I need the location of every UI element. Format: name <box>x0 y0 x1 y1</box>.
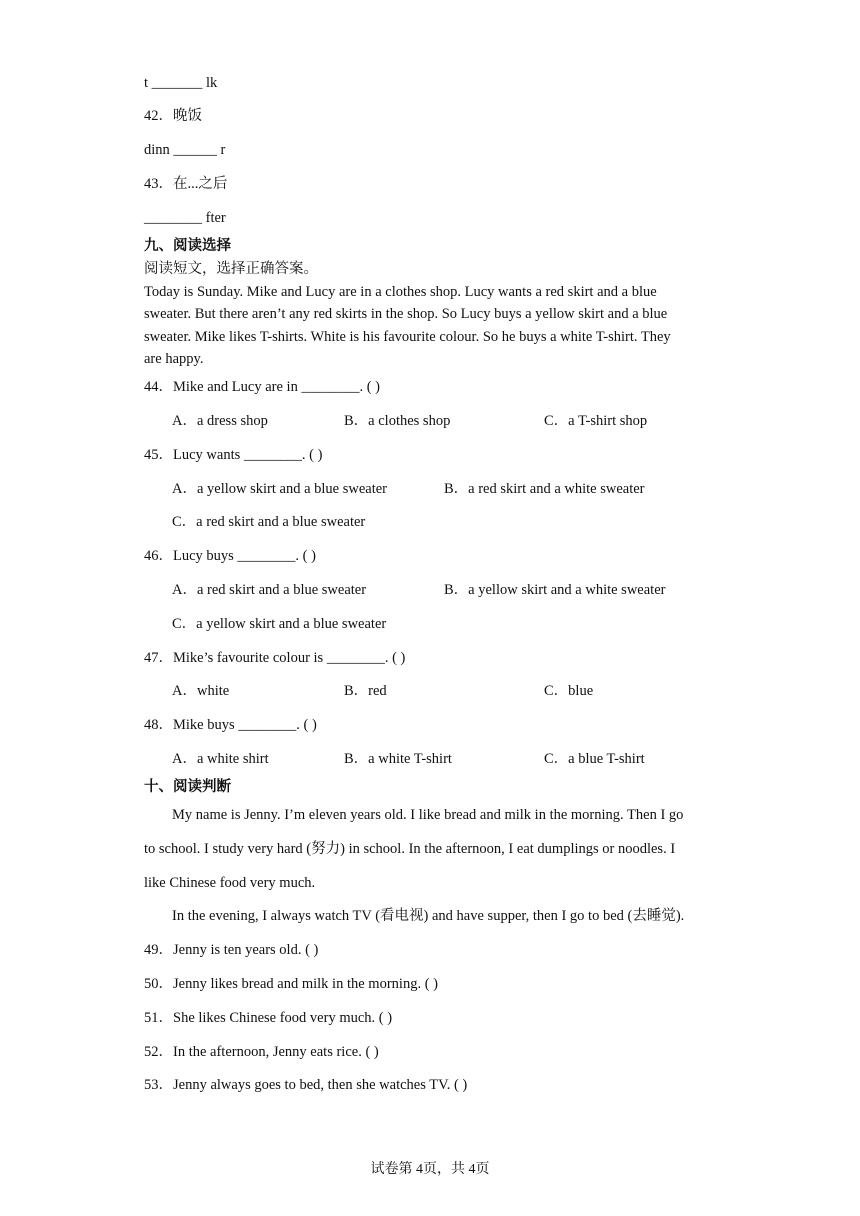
question-45: 45．Lucy wants ________. ( ) <box>144 447 323 463</box>
fill-answer-line: t _______ lk <box>144 75 218 91</box>
option-a[interactable]: A．a yellow skirt and a blue sweater <box>172 481 388 497</box>
fill-answer-line: dinn ______ r <box>144 142 226 158</box>
passage-line: are happy. <box>144 351 204 367</box>
passage-line: sweater. Mike likes T-shirts. White is his favourite colour. So he buys a white T-shirt. They <box>144 329 671 345</box>
statement-53: 53．Jenny always goes to bed, then she watches TV. ( ) <box>144 1077 468 1093</box>
passage-line: sweater. But there aren’t any red skirts in the shop. So Lucy buys a yellow skirt and a blue <box>144 306 668 322</box>
page-footer: 试卷第 4页，共 4页 <box>370 1162 490 1177</box>
option-c[interactable]: C．a red skirt and a blue sweater <box>172 514 366 530</box>
option-a[interactable]: A．a red skirt and a blue sweater <box>172 582 367 598</box>
option-b[interactable]: B．a clothes shop <box>344 413 451 429</box>
option-a[interactable]: A．white <box>172 683 230 699</box>
passage-line: My name is Jenny. I’m eleven years old. I like bread and milk in the morning. Then I go <box>172 807 684 823</box>
statement-51: 51．She likes Chinese food very much. ( ) <box>144 1010 393 1026</box>
option-c[interactable]: C．a T-shirt shop <box>544 413 648 429</box>
question-42: 42．晚饭 <box>144 108 202 124</box>
question-46: 46．Lucy buys ________. ( ) <box>144 548 316 564</box>
question-44: 44．Mike and Lucy are in ________. ( ) <box>144 379 380 395</box>
statement-52: 52．In the afternoon, Jenny eats rice. ( ) <box>144 1044 379 1060</box>
option-b[interactable]: B．a yellow skirt and a white sweater <box>444 582 666 598</box>
question-43: 43．在...之后 <box>144 176 228 192</box>
option-c[interactable]: C．a yellow skirt and a blue sweater <box>172 616 387 632</box>
section-title: 九、阅读选择 <box>144 238 231 254</box>
option-c[interactable]: C．blue <box>544 683 594 699</box>
section-title: 十、阅读判断 <box>144 779 231 795</box>
option-c[interactable]: C．a blue T-shirt <box>544 751 645 767</box>
option-a[interactable]: A．a dress shop <box>172 413 268 429</box>
passage-line: Today is Sunday. Mike and Lucy are in a clothes shop. Lucy wants a red skirt and a blue <box>144 284 657 300</box>
passage-line: to school. I study very hard (努力) in school. In the afternoon, I eat dumplings or noodles. I <box>144 841 676 857</box>
fill-answer-line: ________ fter <box>144 210 226 226</box>
question-47: 47．Mike’s favourite colour is ________. ( ) <box>144 650 406 666</box>
option-b[interactable]: B．a red skirt and a white sweater <box>444 481 645 497</box>
statement-49: 49．Jenny is ten years old. ( ) <box>144 942 319 958</box>
section-instruction: 阅读短文，选择正确答案。 <box>144 261 318 277</box>
statement-50: 50．Jenny likes bread and milk in the morning. ( ) <box>144 976 438 992</box>
option-a[interactable]: A．a white shirt <box>172 751 269 767</box>
passage-line: like Chinese food very much. <box>144 875 316 891</box>
question-48: 48．Mike buys ________. ( ) <box>144 717 317 733</box>
option-b[interactable]: B．a white T-shirt <box>344 751 452 767</box>
option-b[interactable]: B．red <box>344 683 387 699</box>
passage-line: In the evening, I always watch TV (看电视) and have supper, then I go to bed (去睡觉). <box>172 908 685 924</box>
